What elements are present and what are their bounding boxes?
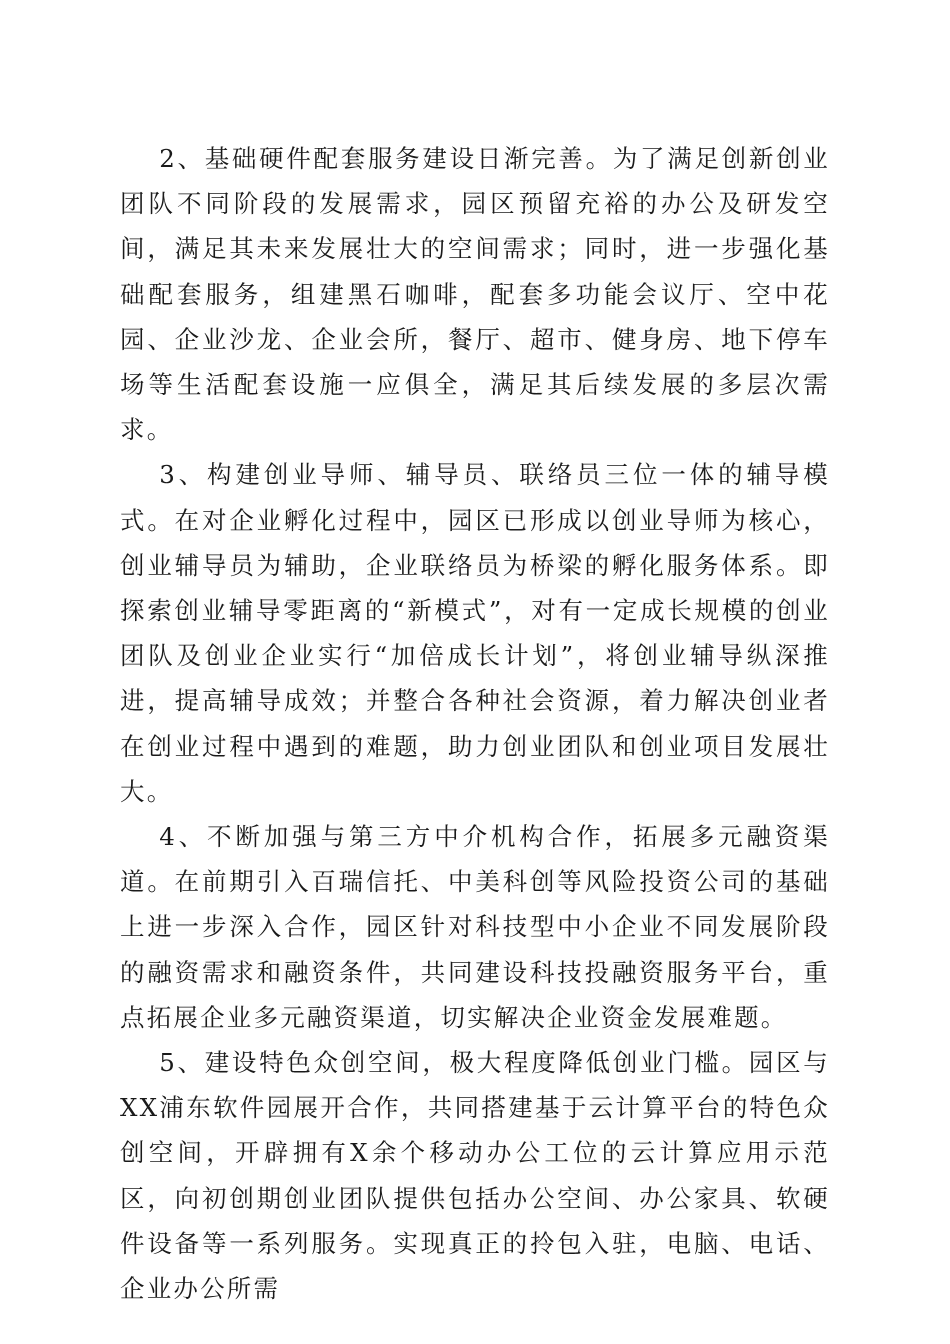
document-body [120,136,830,1311]
paragraph-3-mentorship: 3、构建创业导师、辅导员、联络员三位一体的辅导模式。在对企业孵化过程中，园区已形成以创业导师为核心，创业辅导员为辅助，企业联络员为桥梁的孵化服务体系。即探索创业辅导零距离的“新模式”，对有一定成长规模的创业团队及创业企业实行“加倍成长计划”，将创业辅导纵深推进，提高辅导成效；并整合各种社会资源，着力解决创业者在创业过程中遇到的难题，助力创业团队和创业项目发展壮大。 [120,460,830,806]
paragraph-2-infrastructure: 2、基础硬件配套服务建设日渐完善。为了满足创新创业团队不同阶段的发展需求，园区预留充裕的办公及研发空间，满足其未来发展壮大的空间需求；同时，进一步强化基础配套服务，组建黑石咖啡，配套多功能会议厅、空中花园、企业沙龙、企业会所，餐厅、超市、健身房、地下停车场等生活配套设施一应俱全，满足其后续发展的多层次需求。 [120,144,830,445]
paragraph-4-financing: 4、不断加强与第三方中介机构合作，拓展多元融资渠道。在前期引入百瑞信托、中美科创等风险投资公司的基础上进一步深入合作，园区针对科技型中小企业不同发展阶段的融资需求和融资条件，共同建设科技投融资服务平台，重点拓展企业多元融资渠道，切实解决企业资金发展难题。 [120,822,830,1032]
paragraph-5-maker-space: 5、建设特色众创空间，极大程度降低创业门槛。园区与XX浦东软件园展开合作，共同搭建基于云计算平台的特色众创空间，开辟拥有X余个移动办公工位的云计算应用示范区，向初创期创业团队提供包括办公空间、办公家具、软硬件设备等一系列服务。实现真正的拎包入驻，电脑、电话、企业办公所需 [120,1048,830,1304]
